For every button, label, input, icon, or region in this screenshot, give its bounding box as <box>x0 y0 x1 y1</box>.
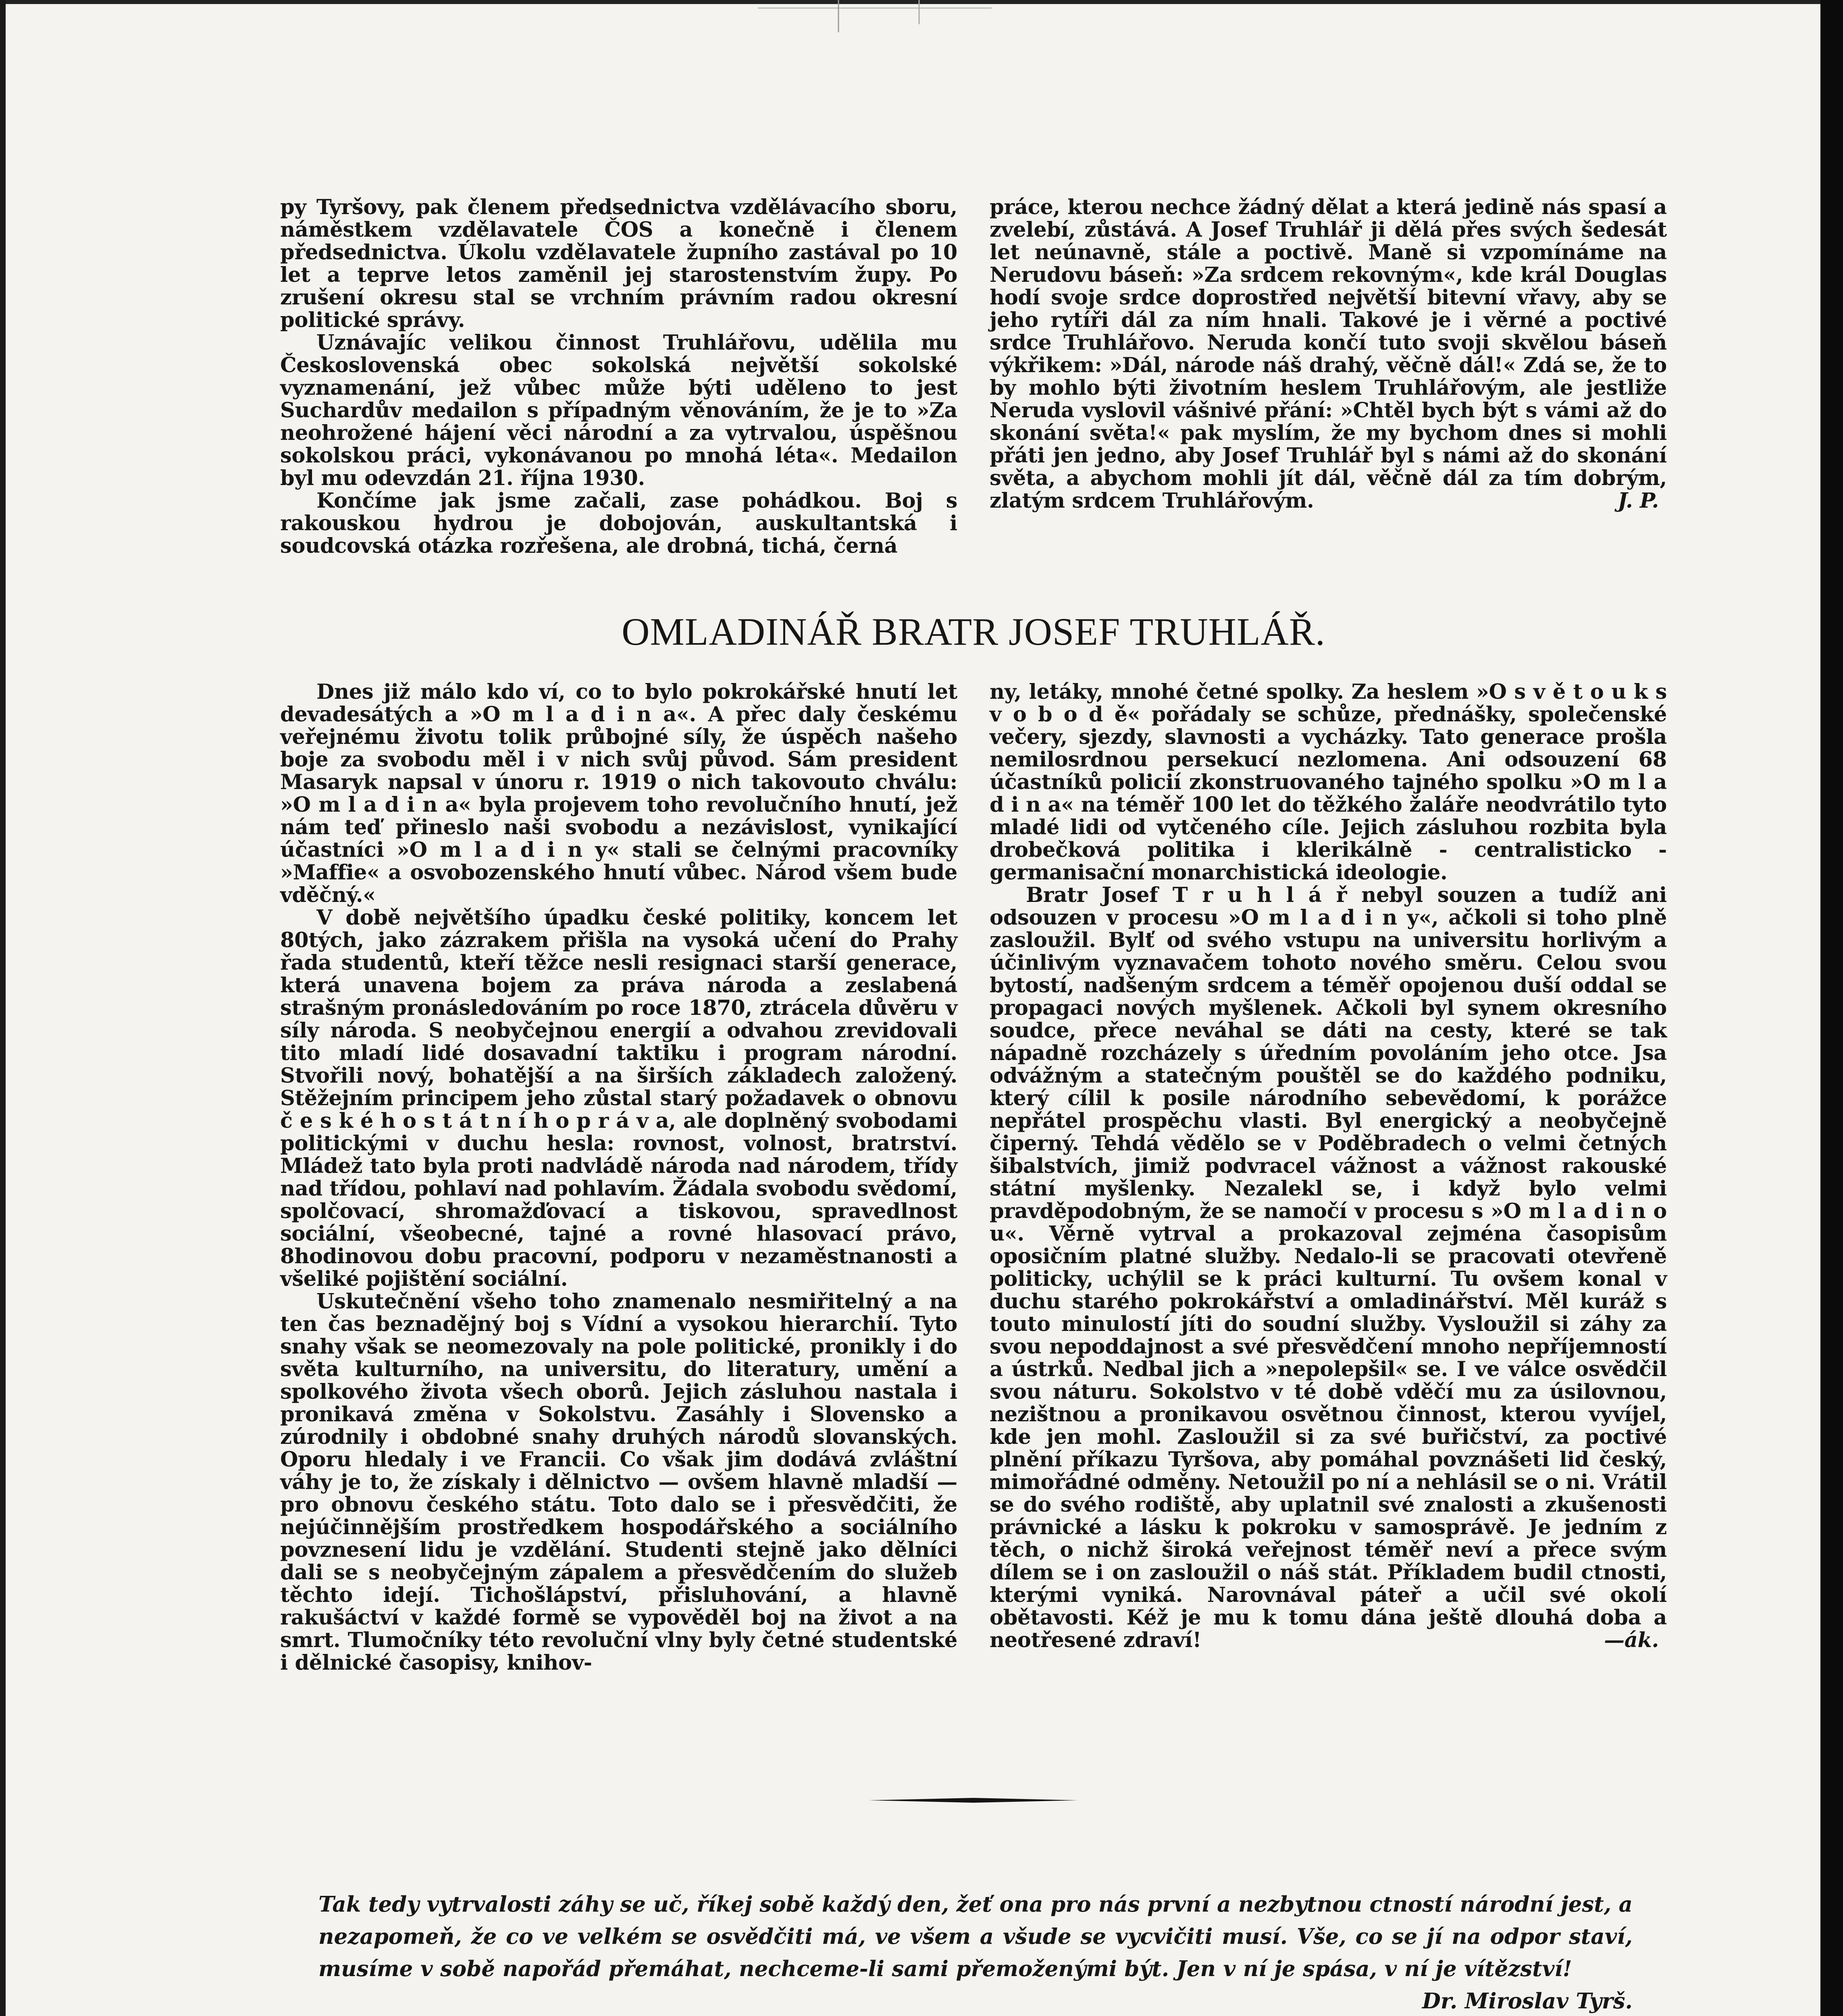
article-title: OMLADINÁŘ BRATR JOSEF TRUHLÁŘ. <box>622 610 1325 653</box>
article-signature: —ák. <box>1604 1628 1659 1652</box>
article-right-column <box>990 681 1667 1652</box>
scan-border-left <box>0 0 6 2016</box>
scan-border-right <box>1820 0 1843 2016</box>
tyrs-quote <box>318 1888 1633 2016</box>
paragraph <box>990 196 1667 512</box>
quote-author: Dr. Miroslav Tyrš. <box>1422 1989 1633 2014</box>
article-signature: J. P. <box>1618 489 1659 513</box>
scan-artifact-top <box>750 0 1000 44</box>
paragraph <box>990 884 1667 1652</box>
section-divider <box>869 1797 1078 1804</box>
paragraph: Uznávajíc velikou činnost Truhlářovu, udělila mu Československá obec sokolská největší sokolské vyznamenání, jež vůbec může býti uděleno to jest Suchardův medailon s případným věnováním, že je to »Za neohrožené hájení věci národní a za vytrvalou, úspěšnou sokolskou práci, vykonávanou po mnohá léta«. Medailon byl mu odevzdán 21. října 1930. <box>280 331 957 490</box>
paragraph-text: práce, kterou nechce žádný dělat a která jedině nás spasí a zvelebí, zůstává. A Josef Truhlář ji dělá přes svých šedesát let neúnavně, stále a poctivě. Maně si vzpomínáme na Nerudovu báseň: »Za srdcem rekovným«, kde král Douglas hodí svoje srdce doprostřed největší bitevní vřavy, aby se jeho rytíři dál za ním hnali. Takové je i věrné a poctivé srdce Truhlářovo. Neruda končí tuto svoji skvělou báseň výkřikem: »Dál, národe náš drahý, věčně dál!« Zdá se, že to by mohlo býti životním heslem Truhlářovým, ale jestliže Neruda vyslovil vášnivé přání: »Chtěl bych být s vámi až do skonání světa!« pak myslím, že my bychom dnes si mohli přáti jen jedno, aby Josef Truhlář byl s námi až do skonání světa, a abychom mohli jít dál, věčně dál za tím dobrým, zlatým srdcem Truhlářovým. <box>990 195 1667 513</box>
paragraph: V době největšího úpadku české politiky, koncem let 80tých, jako zázrakem přišla na vysoká učení do Prahy řada studentů, kteří těžce nesli resignaci starší generace, která unavena bojem za práva národa a zeslabená strašným pronásledováním po roce 1870, ztrácela důvěru v síly národa. S neobyčejnou energií a odvahou zrevidovali tito mladí lidé dosavadní taktiku i program národní. Stvořili nový, bohatější a na širších základech založený. Stěžejním principem jeho zůstal starý požadavek o obnovu č e s k é h o s t á t n í h o p r á v a, ale doplněný svobodami politickými v duchu hesla: rovnost, volnost, bratrství. Mládež tato byla proti nadvládě národa nad národem, třídy nad třídou, pohlaví nad pohlavím. Žádala svobodu svědomí, spolčovací, shromažďovací a tiskovou, spravedlnost sociální, všeobecné, tajné a rovné hlasovací právo, 8hodinovou dobu pracovní, podporu v nezaměstnanosti a všeliké pojištění sociální. <box>280 906 957 1291</box>
paragraph: ny, letáky, mnohé četné spolky. Za heslem »O s v ě t o u k s v o b o d ě« pořádaly se schůze, přednášky, společenské večery, sjezdy, slavnosti a vycházky. Tato generace prošla nemilosrdnou persekucí nezlomena. Ani odsouzení 68 účastníků policií zkonstruovaného tajného spolku »O m l a d i n a« na téměř 100 let do těžkého žaláře neodvrátilo tyto mladé lidi od vytčeného cíle. Jejich zásluhou rozbita byla drobečková politika i klerikálně - centralisticko - germanisační monarchistická ideologie. <box>990 680 1667 885</box>
paragraph-text: Bratr Josef T r u h l á ř nebyl souzen a tudíž ani odsouzen v procesu »O m l a d i n y«, ačkoli si toho plně zasloužil. Bylť od svého vstupu na universitu horlivým a účinlivým vyznavačem tohoto nového směru. Celou svou bytostí, nadšeným srdcem a téměř opojenou duší oddal se propagaci nových myšlenek. Ačkoli byl synem okresního soudce, přece neváhal se dáti na cesty, které se tak nápadně rozcházely s úředním povoláním jeho otce. Jsa odvážným a statečným pouštěl se do každého podniku, který cílil k posile národního sebevědomí, k porážce nepřátel prospěchu vlasti. Byl energický a neobyčejně čiperný. Tehdá vědělo se v Poděbradech o velmi četných šibalstvích, jimiž podvracel vážnost a vážnost rakouské státní myšlenky. Nezalekl se, i když bylo velmi pravděpodobným, že se namočí v procesu s »O m l a d i n o u«. Věrně vytrval a prokazoval zejména časopisům oposičním platné služby. Nedalo-li se pracovati otevřeně politicky, uchýlil se k práci kulturní. Tu ovšem konal v duchu starého pokrokářství a omladinářství. Měl kuráž s touto minulostí jíti do soudní služby. Vysloužil si záhy za svou nepoddajnost a své přesvědčení mnoho nepříjemností a ústrků. Nedbal jich a »nepolepšil« se. I ve válce osvědčil svou náturu. Sokolstvo v té době vděčí mu za úsilovnou, nezištnou a pronikavou osvětnou činnost, kterou vyvíjel, kde jen mohl. Zasloužil si za své buřičství, za poctivé plnění příkazu Tyršova, aby pomáhal povznášeti lid český, mimořádné odměny. Netoužil po ní a nehlásil se o ni. Vrátil se do svého rodiště, aby uplatnil své znalosti a zkušenosti právnické a lásku k pokroku v samosprávě. Je jedním z těch, o nichž široká veřejnost téměř neví a přece svým dílem se i on zasloužil o náš stát. Příkladem budil ctnosti, kterými vyniká. Narovnával páteř a učil své okolí obětavosti. Kéž je mu k tomu dána ještě dlouhá doba a neotřesené zdraví! <box>990 883 1667 1652</box>
paragraph: Uskutečnění všeho toho znamenalo nesmiřitelný a na ten čas beznadějný boj s Vídní a vysokou hierarchií. Tyto snahy však se neomezovaly na pole politické, pronikly i do světa kulturního, na universitu, do literatury, umění a spolkového života všech oborů. Jejich zásluhou nastala i pronikavá změna v Sokolstvu. Zasáhly i Slovensko a zúrodnily i obdobné snahy druhých národů slovanských. Oporu hledaly i ve Francii. Co však jim dodává zvláštní váhy je to, že získaly i dělnictvo — ovšem hlavně mladší — pro obnovu českého státu. Toto dalo se i přesvědčiti, že nejúčinnějším prostředkem hospodářského a sociálního povznesení lidu je vzdělání. Studenti stejně jako dělníci dali se s neobyčejným zápalem a přesvědčením do služeb těchto idejí. Tichošlápství, přisluhování, a hlavně rakušáctví v každé formě se vypověděl boj na život a na smrt. Tlumočníky této revoluční vlny byly četné studentské i dělnické časopisy, knihov- <box>280 1289 957 1675</box>
article-left-column <box>280 681 957 1674</box>
previous-article-left-column <box>280 196 957 557</box>
previous-article-right-column <box>990 196 1667 512</box>
paragraph: Končíme jak jsme začali, zase pohádkou. Boj s rakouskou hydrou je dobojován, auskultantská i soudcovská otázka rozřešena, ale drobná, tichá, černá <box>280 489 957 558</box>
paragraph: py Tyršovy, pak členem předsednictva vzdělávacího sboru, náměstkem vzdělavatele ČOS a konečně i členem předsednictva. Úkolu vzdělavatele župního zastával po 10 let a teprve letos zaměnil jej starostenstvím župy. Po zrušení okresu stal se vrchním právním radou okresní politické správy. <box>280 195 957 332</box>
paragraph: Dnes již málo kdo ví, co to bylo pokrokářské hnutí let devadesátých a »O m l a d i n a«. A přec daly českému veřejnému životu tolik průbojné síly, že úspěch našeho boje za svobodu měl i v nich svůj původ. Sám president Masaryk napsal v únoru r. 1919 o nich takovouto chválu: »O m l a d i n a« byla projevem toho revolučního hnutí, jež nám teď přineslo naši svobodu a nezávislost, vynikající účastníci »O m l a d i n y« stali se čelnými pracovníky »Maffie« a osvobozenského hnutí vůbec. Národ všem bude vděčný.« <box>280 680 957 907</box>
quote-text: Tak tedy vytrvalosti záhy se uč, říkej sobě každý den, žeť ona pro nás první a nezbytnou ctností národní jest, a nezapomeň, že co ve velkém se osvědčiti má, ve všem a všude se vycvičiti musí. Vše, co se jí na odpor staví, musíme v sobě napořád přemáhat, nechceme-li sami přemoženými být. Jen v ní je spása, v ní je vítězství! <box>318 1892 1633 1981</box>
